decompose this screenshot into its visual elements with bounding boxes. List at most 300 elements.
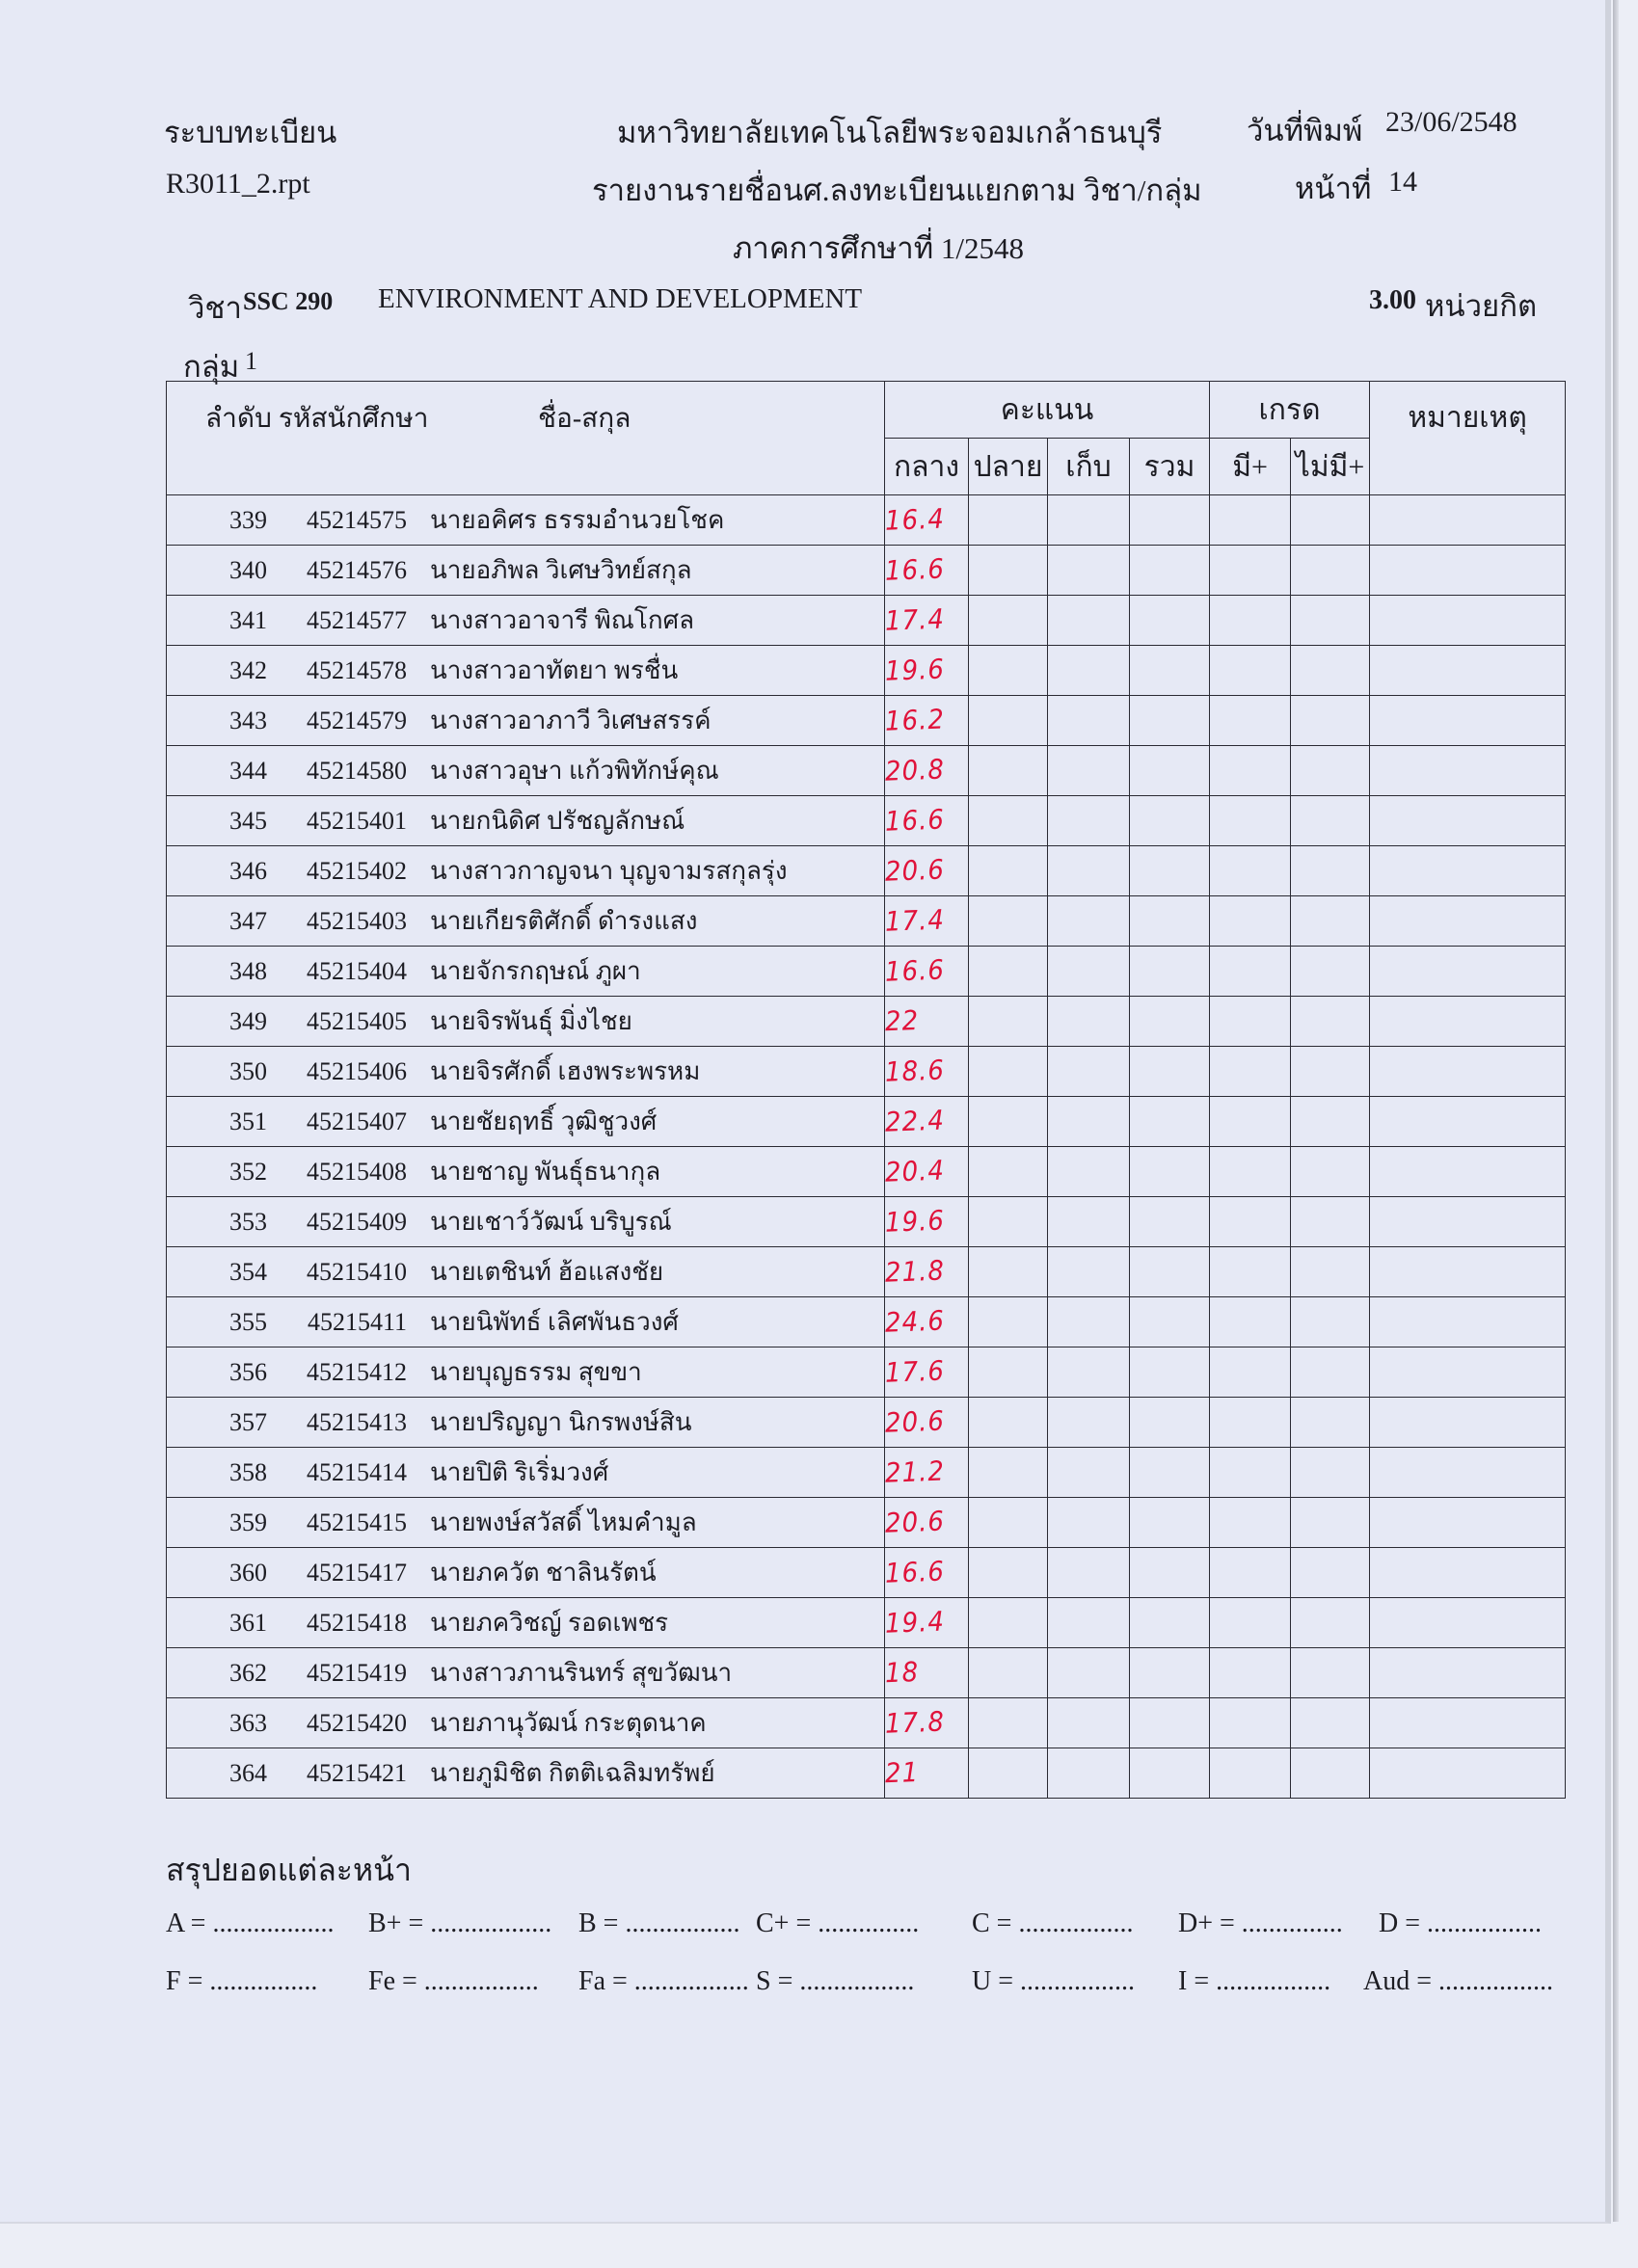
student-name: นายปิติ ริเริ่มวงศ์ xyxy=(430,1458,609,1486)
header-order-id: ลำดับ รหัสนักศึกษา xyxy=(205,404,429,434)
student-id: 45214575 xyxy=(307,505,407,534)
table-row xyxy=(167,1548,1566,1598)
table-row xyxy=(167,1648,1566,1698)
header-scores: คะแนน xyxy=(885,382,1210,439)
student-name: นายภูมิชิต กิตติเฉลิมทรัพย์ xyxy=(430,1759,715,1787)
collected-score-cell xyxy=(1048,846,1130,896)
midterm-score: 19.4 xyxy=(884,1606,946,1640)
collected-score-cell xyxy=(1048,596,1130,646)
summary-grade-count: D+ = ............... xyxy=(1178,1908,1343,1938)
remarks-cell xyxy=(1370,846,1566,896)
student-id: 45215402 xyxy=(307,856,407,885)
final-score-cell xyxy=(969,796,1048,846)
remarks-cell xyxy=(1370,546,1566,596)
grade-plus-cell xyxy=(1210,495,1291,546)
total-score-cell xyxy=(1130,1748,1210,1799)
student-id: 45215404 xyxy=(307,956,407,985)
total-score-cell xyxy=(1130,596,1210,646)
student-info-cell xyxy=(167,1748,885,1799)
header-total: รวม xyxy=(1130,439,1210,495)
summary-grade-count: Fe = ................. xyxy=(368,1966,539,1996)
table-row xyxy=(167,1047,1566,1097)
midterm-score-cell xyxy=(885,746,969,796)
student-info-cell xyxy=(167,596,885,646)
final-score-cell xyxy=(969,1648,1048,1698)
table-row xyxy=(167,1147,1566,1197)
midterm-score: 24.6 xyxy=(884,1305,946,1339)
summary-grade-count: Fa = ................. xyxy=(578,1966,749,1996)
collected-score-cell xyxy=(1048,1498,1130,1548)
remarks-cell xyxy=(1370,746,1566,796)
student-id: 45214577 xyxy=(307,605,407,634)
grade-no-plus-cell xyxy=(1291,1347,1370,1398)
summary-grade-count: A = .................. xyxy=(166,1908,335,1938)
table-row xyxy=(167,947,1566,997)
total-score-cell xyxy=(1130,1548,1210,1598)
student-id: 45215409 xyxy=(307,1207,407,1236)
midterm-score: 20.8 xyxy=(884,754,946,787)
student-name: นายภควิชญ์ รอดเพชร xyxy=(430,1609,669,1637)
total-score-cell xyxy=(1130,1197,1210,1247)
midterm-score: 16.4 xyxy=(884,503,946,537)
total-score-cell xyxy=(1130,1698,1210,1748)
student-name: นางสาวอุษา แก้วพิทักษ์คุณ xyxy=(430,757,719,785)
midterm-score-cell xyxy=(885,1548,969,1598)
total-score-cell xyxy=(1130,1247,1210,1297)
midterm-score-cell xyxy=(885,896,969,947)
group-label: กลุ่ม xyxy=(183,350,240,384)
total-score-cell xyxy=(1130,997,1210,1047)
total-score-cell xyxy=(1130,947,1210,997)
midterm-score-cell xyxy=(885,546,969,596)
table-row xyxy=(167,546,1566,596)
student-info-cell xyxy=(167,1247,885,1297)
student-id: 45214579 xyxy=(307,706,407,734)
grade-plus-cell xyxy=(1210,1297,1291,1347)
final-score-cell xyxy=(969,1748,1048,1799)
collected-score-cell xyxy=(1048,1598,1130,1648)
midterm-score-cell xyxy=(885,1698,969,1748)
row-number: 352 xyxy=(229,1157,267,1186)
student-info-cell xyxy=(167,546,885,596)
final-score-cell xyxy=(969,1197,1048,1247)
grade-plus-cell xyxy=(1210,846,1291,896)
grade-no-plus-cell xyxy=(1291,1698,1370,1748)
student-id: 45215420 xyxy=(307,1708,407,1737)
final-score-cell xyxy=(969,1398,1048,1448)
student-id: 45215403 xyxy=(307,906,407,935)
grade-plus-cell xyxy=(1210,696,1291,746)
row-number: 359 xyxy=(229,1508,267,1536)
collected-score-cell xyxy=(1048,746,1130,796)
table-row xyxy=(167,646,1566,696)
student-id: 45215414 xyxy=(307,1457,407,1486)
row-number: 364 xyxy=(229,1758,267,1787)
midterm-score-cell xyxy=(885,1197,969,1247)
student-name: นางสาวกาญจนา บุญจามรสกุลรุ่ง xyxy=(430,857,788,885)
midterm-score-cell xyxy=(885,1047,969,1097)
final-score-cell xyxy=(969,546,1048,596)
final-score-cell xyxy=(969,1347,1048,1398)
student-info-cell xyxy=(167,495,885,546)
row-number: 357 xyxy=(229,1407,267,1436)
row-number: 347 xyxy=(229,906,267,935)
collected-score-cell xyxy=(1048,1448,1130,1498)
student-info-cell xyxy=(167,1498,885,1548)
collected-score-cell xyxy=(1048,1147,1130,1197)
student-name: นายจักรกฤษณ์ ภูผา xyxy=(430,957,641,985)
summary-grade-count: I = ................. xyxy=(1178,1966,1331,1996)
final-score-cell xyxy=(969,896,1048,947)
final-score-cell xyxy=(969,1297,1048,1347)
remarks-cell xyxy=(1370,1598,1566,1648)
student-info-cell xyxy=(167,947,885,997)
remarks-cell xyxy=(1370,1698,1566,1748)
student-info-cell xyxy=(167,1448,885,1498)
student-name: นายจิรศักดิ์ เฮงพระพรหม xyxy=(430,1057,701,1085)
final-score-cell xyxy=(969,696,1048,746)
remarks-cell xyxy=(1370,1748,1566,1799)
total-score-cell xyxy=(1130,1047,1210,1097)
summary-title: สรุปยอดแต่ละหน้า xyxy=(166,1853,412,1887)
grade-plus-cell xyxy=(1210,746,1291,796)
row-number: 362 xyxy=(229,1658,267,1687)
student-id: 45215407 xyxy=(307,1107,407,1135)
remarks-cell xyxy=(1370,696,1566,746)
midterm-score-cell xyxy=(885,696,969,746)
midterm-score: 17.4 xyxy=(884,603,946,637)
row-number: 361 xyxy=(229,1608,267,1637)
table-row xyxy=(167,896,1566,947)
table-row xyxy=(167,1448,1566,1498)
grade-plus-cell xyxy=(1210,596,1291,646)
remarks-cell xyxy=(1370,896,1566,947)
total-score-cell xyxy=(1130,696,1210,746)
summary-grade-count: C+ = ............... xyxy=(756,1908,920,1938)
midterm-score: 21 xyxy=(884,1756,920,1790)
midterm-score: 20.6 xyxy=(884,1405,946,1439)
midterm-score: 19.6 xyxy=(884,1205,946,1239)
student-id: 45215405 xyxy=(307,1006,407,1035)
collected-score-cell xyxy=(1048,896,1130,947)
midterm-score-cell xyxy=(885,495,969,546)
student-name: นายอคิศร ธรรมอำนวยโชค xyxy=(430,506,725,534)
grade-plus-cell xyxy=(1210,1047,1291,1097)
total-score-cell xyxy=(1130,546,1210,596)
collected-score-cell xyxy=(1048,1398,1130,1448)
grade-plus-cell xyxy=(1210,1197,1291,1247)
print-date: 23/06/2548 xyxy=(1385,106,1517,138)
midterm-score: 16.6 xyxy=(884,1556,946,1589)
student-name: นายปริญญา นิกรพงษ์สิน xyxy=(430,1408,692,1436)
student-name: นายนิพัทธ์ เลิศพันธวงศ์ xyxy=(430,1308,679,1336)
remarks-cell xyxy=(1370,1498,1566,1548)
summary-grade-count: D = ................. xyxy=(1379,1908,1543,1938)
summary-grade-count: Aud = ................. xyxy=(1363,1966,1554,1996)
grade-plus-cell xyxy=(1210,1247,1291,1297)
total-score-cell xyxy=(1130,1347,1210,1398)
grade-no-plus-cell xyxy=(1291,896,1370,947)
student-name: นางสาวอาจารี พิณโกศล xyxy=(430,606,695,634)
header-final: ปลาย xyxy=(969,439,1048,495)
student-name: นางสาวอาภาวี วิเศษสรรค์ xyxy=(430,707,712,734)
table-row xyxy=(167,696,1566,746)
student-info-cell xyxy=(167,1197,885,1247)
total-score-cell xyxy=(1130,1297,1210,1347)
grade-no-plus-cell xyxy=(1291,947,1370,997)
midterm-score-cell xyxy=(885,997,969,1047)
course-code: SSC 290 xyxy=(243,287,334,315)
grade-plus-cell xyxy=(1210,1648,1291,1698)
grade-no-plus-cell xyxy=(1291,696,1370,746)
remarks-cell xyxy=(1370,1147,1566,1197)
grade-no-plus-cell xyxy=(1291,646,1370,696)
student-info-cell xyxy=(167,1698,885,1748)
grade-no-plus-cell xyxy=(1291,596,1370,646)
student-id: 45215417 xyxy=(307,1558,407,1587)
row-number: 343 xyxy=(229,706,267,734)
student-name: นางสาวอาทัตยา พรชื่น xyxy=(430,656,679,684)
header-student-info xyxy=(167,382,885,495)
student-id: 45214578 xyxy=(307,655,407,684)
grade-no-plus-cell xyxy=(1291,1598,1370,1648)
total-score-cell xyxy=(1130,495,1210,546)
midterm-score-cell xyxy=(885,1247,969,1297)
student-info-cell xyxy=(167,1548,885,1598)
row-number: 341 xyxy=(229,605,267,634)
grade-plus-cell xyxy=(1210,997,1291,1047)
student-info-cell xyxy=(167,846,885,896)
summary-grade-count: S = ................. xyxy=(756,1966,915,1996)
midterm-score: 17.4 xyxy=(884,904,946,938)
collected-score-cell xyxy=(1048,1748,1130,1799)
report-file: R3011_2.rpt xyxy=(166,168,310,200)
remarks-cell xyxy=(1370,1047,1566,1097)
table-row xyxy=(167,1097,1566,1147)
student-id: 45215418 xyxy=(307,1608,407,1637)
student-name: นายกนิดิศ ปรัชญลักษณ์ xyxy=(430,807,685,835)
header-has-plus: มี+ xyxy=(1210,439,1291,495)
table-row xyxy=(167,1197,1566,1247)
grade-plus-cell xyxy=(1210,947,1291,997)
remarks-cell xyxy=(1370,1297,1566,1347)
student-name: นายเกียรติศักดิ์ ดำรงแสง xyxy=(430,907,698,935)
collected-score-cell xyxy=(1048,1698,1130,1748)
row-number: 344 xyxy=(229,756,267,785)
midterm-score: 22 xyxy=(884,1004,920,1038)
student-info-cell xyxy=(167,1398,885,1448)
grade-plus-cell xyxy=(1210,1498,1291,1548)
grade-no-plus-cell xyxy=(1291,1448,1370,1498)
remarks-cell xyxy=(1370,947,1566,997)
final-score-cell xyxy=(969,646,1048,696)
student-info-cell xyxy=(167,1047,885,1097)
table-row xyxy=(167,746,1566,796)
student-id: 45215410 xyxy=(307,1257,407,1286)
student-id: 45214580 xyxy=(307,756,407,785)
final-score-cell xyxy=(969,1548,1048,1598)
collected-score-cell xyxy=(1048,947,1130,997)
midterm-score: 20.6 xyxy=(884,854,946,888)
grade-no-plus-cell xyxy=(1291,1247,1370,1297)
collected-score-cell xyxy=(1048,796,1130,846)
header-name: ชื่อ-สกุล xyxy=(538,404,631,434)
student-name: นายเชาว์วัฒน์ บริบูรณ์ xyxy=(430,1208,672,1236)
table-row xyxy=(167,796,1566,846)
final-score-cell xyxy=(969,746,1048,796)
total-score-cell xyxy=(1130,1498,1210,1548)
remarks-cell xyxy=(1370,596,1566,646)
grade-no-plus-cell xyxy=(1291,796,1370,846)
row-number: 356 xyxy=(229,1357,267,1386)
table-row xyxy=(167,1498,1566,1548)
row-number: 355 xyxy=(229,1307,267,1336)
student-info-cell xyxy=(167,696,885,746)
midterm-score-cell xyxy=(885,1097,969,1147)
table-row xyxy=(167,997,1566,1047)
table-row xyxy=(167,596,1566,646)
final-score-cell xyxy=(969,1498,1048,1548)
student-id: 45215406 xyxy=(307,1056,407,1085)
final-score-cell xyxy=(969,1247,1048,1297)
student-name: นายบุญธรรม สุขขา xyxy=(430,1358,642,1386)
grade-no-plus-cell xyxy=(1291,1398,1370,1448)
student-info-cell xyxy=(167,1347,885,1398)
collected-score-cell xyxy=(1048,1197,1130,1247)
student-id: 45214576 xyxy=(307,555,407,584)
total-score-cell xyxy=(1130,846,1210,896)
student-id: 45215413 xyxy=(307,1407,407,1436)
midterm-score-cell xyxy=(885,1297,969,1347)
semester: ภาคการศึกษาที่ 1/2548 xyxy=(733,231,1024,265)
midterm-score: 16.6 xyxy=(884,553,946,587)
student-name: นายเตชินท์ ฮ้อแสงชัย xyxy=(430,1258,664,1286)
header-remarks: หมายเหตุ xyxy=(1370,382,1566,495)
remarks-cell xyxy=(1370,997,1566,1047)
page-label: หน้าที่ xyxy=(1295,172,1372,205)
student-grade-table xyxy=(166,381,1566,1799)
summary-grade-count: B+ = .................. xyxy=(368,1908,552,1938)
midterm-score: 16.6 xyxy=(884,954,946,988)
midterm-score: 21.8 xyxy=(884,1255,946,1289)
final-score-cell xyxy=(969,1698,1048,1748)
summary-grade-count: F = ................ xyxy=(166,1966,318,1996)
student-id: 45215411 xyxy=(307,1307,407,1336)
remarks-cell xyxy=(1370,1197,1566,1247)
collected-score-cell xyxy=(1048,1097,1130,1147)
grade-no-plus-cell xyxy=(1291,1498,1370,1548)
student-name: นายภานุวัฒน์ กระตุดนาค xyxy=(430,1709,707,1737)
grade-plus-cell xyxy=(1210,1698,1291,1748)
summary-grade-count: C = ................. xyxy=(972,1908,1134,1938)
grade-no-plus-cell xyxy=(1291,1147,1370,1197)
grade-plus-cell xyxy=(1210,1097,1291,1147)
student-info-cell xyxy=(167,896,885,947)
course-name: ENVIRONMENT AND DEVELOPMENT xyxy=(378,283,863,314)
final-score-cell xyxy=(969,947,1048,997)
row-number: 351 xyxy=(229,1107,267,1135)
row-number: 342 xyxy=(229,655,267,684)
final-score-cell xyxy=(969,846,1048,896)
collected-score-cell xyxy=(1048,1247,1130,1297)
row-number: 358 xyxy=(229,1457,267,1486)
student-id: 45215401 xyxy=(307,806,407,835)
grade-no-plus-cell xyxy=(1291,1648,1370,1698)
student-id: 45215421 xyxy=(307,1758,407,1787)
midterm-score-cell xyxy=(885,1147,969,1197)
student-info-cell xyxy=(167,1147,885,1197)
grade-plus-cell xyxy=(1210,796,1291,846)
midterm-score: 16.2 xyxy=(884,704,946,737)
credits-unit: หน่วยกิต xyxy=(1425,289,1538,323)
student-info-cell xyxy=(167,1297,885,1347)
report-title: รายงานรายชื่อนศ.ลงทะเบียนแยกตาม วิชา/กลุ่ม xyxy=(592,173,1202,207)
grade-plus-cell xyxy=(1210,1448,1291,1498)
final-score-cell xyxy=(969,1448,1048,1498)
grade-no-plus-cell xyxy=(1291,746,1370,796)
student-info-cell xyxy=(167,1648,885,1698)
remarks-cell xyxy=(1370,646,1566,696)
table-row xyxy=(167,1247,1566,1297)
grade-plus-cell xyxy=(1210,1398,1291,1448)
grade-plus-cell xyxy=(1210,1548,1291,1598)
grade-no-plus-cell xyxy=(1291,1548,1370,1598)
total-score-cell xyxy=(1130,796,1210,846)
student-id: 45215419 xyxy=(307,1658,407,1687)
midterm-score-cell xyxy=(885,646,969,696)
remarks-cell xyxy=(1370,1247,1566,1297)
grade-no-plus-cell xyxy=(1291,546,1370,596)
row-number: 354 xyxy=(229,1257,267,1286)
grade-no-plus-cell xyxy=(1291,846,1370,896)
student-info-cell xyxy=(167,646,885,696)
collected-score-cell xyxy=(1048,1648,1130,1698)
total-score-cell xyxy=(1130,896,1210,947)
row-number: 340 xyxy=(229,555,267,584)
grade-plus-cell xyxy=(1210,1347,1291,1398)
table-row xyxy=(167,1297,1566,1347)
student-id: 45215415 xyxy=(307,1508,407,1536)
row-number: 353 xyxy=(229,1207,267,1236)
midterm-score-cell xyxy=(885,846,969,896)
collected-score-cell xyxy=(1048,1548,1130,1598)
group-number: 1 xyxy=(245,347,257,375)
print-date-label: วันที่พิมพ์ xyxy=(1247,114,1363,147)
grade-plus-cell xyxy=(1210,646,1291,696)
grade-no-plus-cell xyxy=(1291,997,1370,1047)
final-score-cell xyxy=(969,596,1048,646)
header-collected: เก็บ xyxy=(1048,439,1130,495)
row-number: 349 xyxy=(229,1006,267,1035)
grade-plus-cell xyxy=(1210,1598,1291,1648)
collected-score-cell xyxy=(1048,1047,1130,1097)
table-row xyxy=(167,1598,1566,1648)
midterm-score: 20.4 xyxy=(884,1155,946,1188)
total-score-cell xyxy=(1130,746,1210,796)
grade-no-plus-cell xyxy=(1291,495,1370,546)
grade-no-plus-cell xyxy=(1291,1748,1370,1799)
midterm-score-cell xyxy=(885,1598,969,1648)
total-score-cell xyxy=(1130,1398,1210,1448)
remarks-cell xyxy=(1370,1448,1566,1498)
remarks-cell xyxy=(1370,1347,1566,1398)
midterm-score: 19.6 xyxy=(884,654,946,687)
total-score-cell xyxy=(1130,1448,1210,1498)
final-score-cell xyxy=(969,1097,1048,1147)
remarks-cell xyxy=(1370,796,1566,846)
total-score-cell xyxy=(1130,1147,1210,1197)
student-name: นายอภิพล วิเศษวิทย์สกุล xyxy=(430,556,692,584)
